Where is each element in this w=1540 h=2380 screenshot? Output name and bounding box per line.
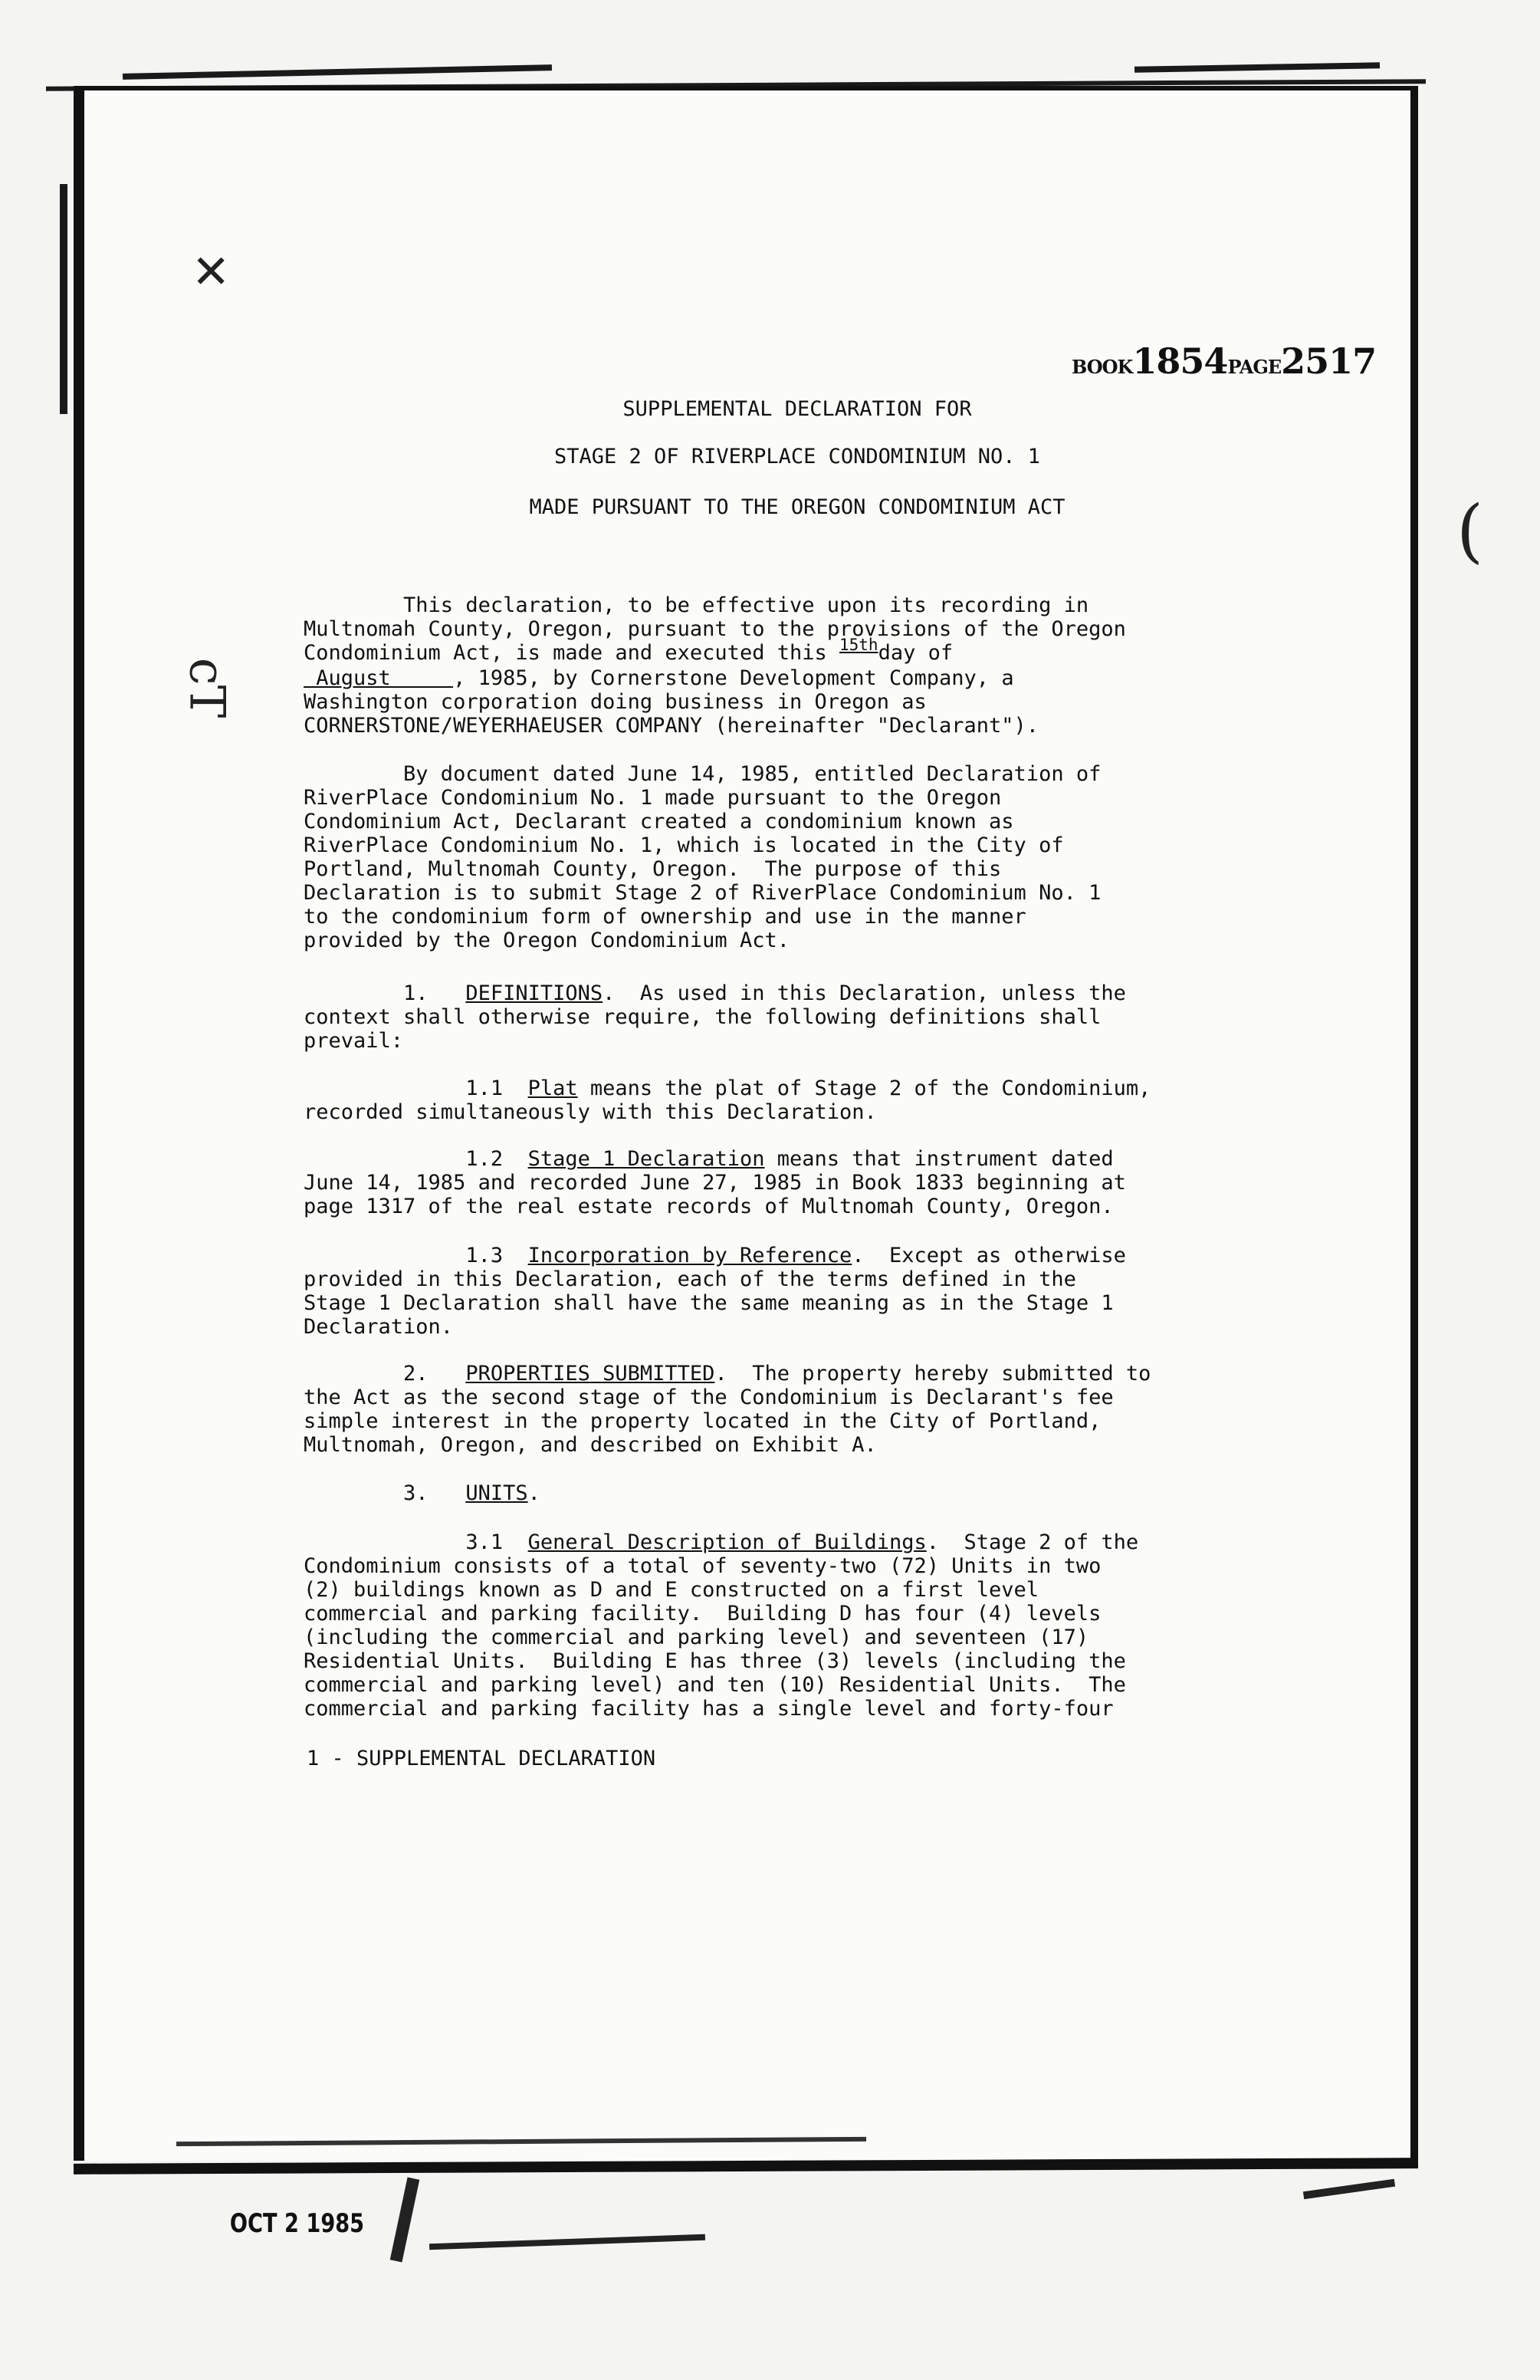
- section-1-2-stage-1-declaration: 1.2 Stage 1 Declaration means that instrument dated June 14, 1985 and recorded June 27, 1985 in Book 1833 beginning at page 1317 of the real estate records of Multnomah County, Oregon.: [304, 1147, 1126, 1218]
- month-field: August: [304, 666, 454, 690]
- day-field: 15th: [839, 636, 878, 654]
- section-1-3-heading: Incorporation by Reference: [527, 1244, 852, 1267]
- recording-date-stamp: OCT 2 1985: [229, 2208, 365, 2239]
- scan-edge-left: [60, 184, 67, 414]
- book-number: 1854: [1132, 340, 1228, 382]
- section-1-definitions: 1. DEFINITIONS. As used in this Declaration, unless the context shall otherwise require, the following definitions shall prevail:: [304, 981, 1126, 1053]
- section-1-1-heading: Plat: [527, 1077, 578, 1100]
- scan-edge-top-mark: [123, 64, 552, 80]
- section-1-3-incorporation: 1.3 Incorporation by Reference. Except as otherwise provided in this Declaration, each of the terms defined in the Stage 1 Declaration shall have the same meaning as in the Stage 1 Declaration.: [304, 1244, 1126, 1339]
- page-label: PAGE: [1227, 356, 1282, 378]
- document-title-line-2: STAGE 2 OF RIVERPLACE CONDOMINIUM NO. 1: [554, 445, 1040, 468]
- page-footer: 1 - SUPPLEMENTAL DECLARATION: [307, 1747, 656, 1770]
- section-1-heading: DEFINITIONS: [465, 981, 603, 1005]
- margin-bracket: (: [1456, 491, 1484, 571]
- document-title-line-3: MADE PURSUANT TO THE OREGON CONDOMINIUM ACT: [529, 495, 1066, 519]
- page-number: 2517: [1281, 340, 1377, 382]
- stamp-scribble-right: [1303, 2179, 1395, 2200]
- stamp-scribble-line: [429, 2234, 705, 2250]
- book-page-reference: [1072, 340, 1376, 382]
- scan-edge-top-mark-right: [1134, 62, 1380, 73]
- section-3-heading: UNITS: [465, 1481, 528, 1505]
- intro-paragraph: This declaration, to be effective upon its recording in Multnomah County, Oregon, pursuant to the provisions of the Oregon Condominium Act, is made and executed this $^{15th}$day of August , 1985, by Cornerstone Development Company, a Washington corporation doing business in Oregon as CORNERSTONE/WEYERHAEUSER COMPANY (hereinafter "Declarant").: [304, 593, 1126, 738]
- document-title-line-1: SUPPLEMENTAL DECLARATION FOR: [622, 397, 972, 421]
- section-1-1-plat: 1.1 Plat means the plat of Stage 2 of the Condominium, recorded simultaneously with this Declaration.: [304, 1077, 1151, 1124]
- recital-paragraph: By document dated June 14, 1985, entitled Declaration of RiverPlace Condominium No. 1 made pursuant to the Oregon Condominium Act, Declarant created a condominium known as RiverPlace Condominium No. 1, which is located in the City of Portland, Multnomah County, Oregon. The purpose of this Declaration is to submit Stage 2 of RiverPlace Condominium No. 1 to the condominium form of ownership and use in the manner provided by the Oregon Condominium Act.: [304, 762, 1102, 952]
- margin-mark-top-left: ✕: [192, 245, 231, 299]
- section-1-2-heading: Stage 1 Declaration: [527, 1147, 765, 1171]
- stamp-mark: [390, 2178, 420, 2263]
- margin-initials: cT: [178, 657, 235, 718]
- section-2-properties-submitted: 2. PROPERTIES SUBMITTED. The property hereby submitted to the Act as the second stage of the Condominium is Declarant's fee simple interest in the property located in the City of Portland, Multnomah, Oregon, and described on Exhibit A.: [304, 1362, 1151, 1457]
- section-3-units: 3. UNITS.: [304, 1481, 540, 1505]
- section-3-1-heading: General Description of Buildings: [527, 1530, 927, 1554]
- book-label: BOOK: [1072, 356, 1133, 378]
- section-2-heading: PROPERTIES SUBMITTED: [465, 1362, 715, 1386]
- section-3-1-general-description: 3.1 General Description of Buildings. Stage 2 of the Condominium consists of a total of seventy-two (72) Units in two (2) buildings known as D and E constructed on a first level commercial and parking facility. Building D has four (4) levels (including the commercial and parking level) and seventeen (17) Residential Units. Building E has three (3) levels (including the commercial and parking level) and ten (10) Residential Units. The commercial and parking facility has a single level and forty-four: [304, 1530, 1139, 1721]
